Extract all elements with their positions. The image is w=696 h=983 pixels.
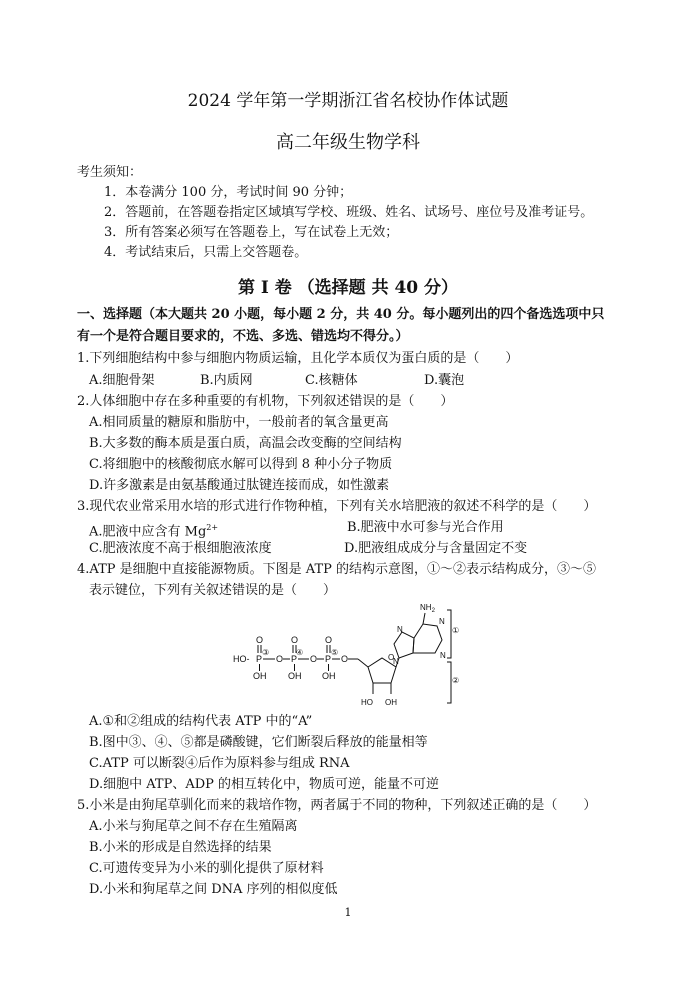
option-text: A.肥液中应含有 Mg: [89, 524, 207, 540]
atp-structure-diagram: [225, 600, 465, 715]
question-stem: 2.人体细胞中存在多种重要的有机物，下列叙述错误的是（ ）: [77, 394, 454, 409]
component-1-label: ①: [452, 626, 460, 635]
option: C.核糖体: [305, 373, 358, 388]
bridge-o: O: [341, 654, 349, 664]
double-bond-o: O: [256, 635, 264, 645]
superscript: 2+: [206, 523, 219, 532]
notice-item: 3．所有答案必须写在答题卷上，写在试卷上无效；: [104, 225, 399, 240]
component-2-label: ②: [452, 676, 460, 685]
option: B.小米的形成是自然选择的结果: [89, 840, 272, 855]
notice-item: 1．本卷满分 100 分，考试时间 90 分钟；: [104, 185, 353, 200]
bridge-o: O: [276, 654, 284, 664]
question-stem: 3.现代农业常采用水培的形式进行作物种植，下列有关水培肥液的叙述不科学的是（ ）: [77, 499, 597, 514]
option: D.肥液组成成分与含量固定不变: [344, 541, 528, 556]
exam-subtitle: 高二年级生物学科: [276, 132, 420, 153]
question-stem-continued: 表示键位，下列有关叙述错误的是（ ）: [89, 583, 337, 598]
phosphate-p: P: [325, 654, 332, 664]
oh-sugar-label: OH: [385, 698, 397, 707]
n-label: N: [439, 617, 445, 626]
phosphate-p: P: [256, 654, 263, 664]
phosphate-p: P: [291, 654, 298, 664]
oh-label: OH: [253, 671, 267, 681]
exam-title: 2024 学年第一学期浙江省名校协作体试题: [187, 91, 509, 111]
notice-heading: 考生须知：: [77, 165, 143, 180]
oh-label: OH: [288, 671, 302, 681]
option: D.小米和狗尾草之间 DNA 序列的相似度低: [89, 882, 338, 897]
notice-item: 4．考试结束后，只需上交答题卷。: [104, 245, 308, 260]
n-label: N: [393, 657, 399, 666]
option: A.①和②组成的结构代表 ATP 中的“A”: [89, 714, 313, 729]
double-bond-o: O: [291, 635, 299, 645]
n-label: N: [397, 625, 403, 634]
question-stem: 5.小米是由狗尾草驯化而来的栽培作物，两者属于不同的物种，下列叙述正确的是（ ）: [77, 798, 597, 813]
option: D.细胞中 ATP、ADP 的相互转化中，物质可逆，能量不可逆: [89, 777, 440, 792]
nh2-subscript: 2: [431, 608, 435, 614]
option: A.相同质量的糖原和脂肪中，一般前者的氧含量更高: [89, 415, 389, 430]
option: D.许多激素是由氨基酸通过肽键连接而成，如性激素: [89, 478, 390, 493]
section-instruction: 一、选择题（本大题共 20 小题，每小题 2 分，共 40 分。每小题列出的四个备选选项中只: [77, 307, 605, 322]
option: [89, 519, 218, 541]
option: B.肥液中水可参与光合作用: [347, 520, 504, 535]
bridge-o: O: [310, 654, 318, 664]
bond-3-label: ③: [262, 648, 270, 657]
notice-item: 2．答题前，在答题卷指定区域填写学校、班级、姓名、试场号、座位号及准考证号。: [104, 205, 594, 220]
ring-o: O: [388, 653, 395, 662]
option: A.小米与狗尾草之间不存在生殖隔离: [89, 819, 298, 834]
nh2-text: NH: [420, 603, 432, 612]
bond-4-label: ④: [296, 648, 304, 657]
option: D.囊泡: [424, 373, 465, 388]
option: B.图中③、④、⑤都是磷酸键，它们断裂后释放的能量相等: [89, 735, 428, 750]
ho-label: HO-: [233, 654, 250, 664]
double-bond-o: O: [325, 635, 333, 645]
section-instruction: 有一个是符合题目要求的，不选、多选、错选均不得分。）: [77, 329, 409, 344]
page-number: 1: [344, 906, 352, 919]
section-title: 第 I 卷 （选择题 共 40 分）: [237, 278, 459, 298]
option: A.细胞骨架: [89, 373, 155, 388]
oh-label: OH: [322, 671, 336, 681]
ho-sugar-label: HO: [361, 698, 373, 707]
option: B.内质网: [200, 373, 253, 388]
option: C.ATP 可以断裂④后作为原料参与组成 RNA: [89, 756, 350, 771]
option: B.大多数的酶本质是蛋白质，高温会改变酶的空间结构: [89, 436, 402, 451]
question-stem: 1.下列细胞结构中参与细胞内物质运输，且化学本质仅为蛋白质的是（ ）: [77, 351, 519, 366]
nh2-label: [420, 603, 436, 614]
option: C.肥液浓度不高于根细胞液浓度: [89, 541, 272, 556]
question-stem: 4.ATP 是细胞中直接能源物质。下图是 ATP 的结构示意图，①～②表示结构成分，③～⑤: [77, 562, 596, 577]
option: C.可遗传变异为小米的驯化提供了原材料: [89, 861, 324, 876]
bond-5-label: ⑤: [331, 648, 339, 657]
n-label: N: [440, 651, 446, 660]
option: C.将细胞中的核酸彻底水解可以得到 8 种小分子物质: [89, 457, 393, 472]
